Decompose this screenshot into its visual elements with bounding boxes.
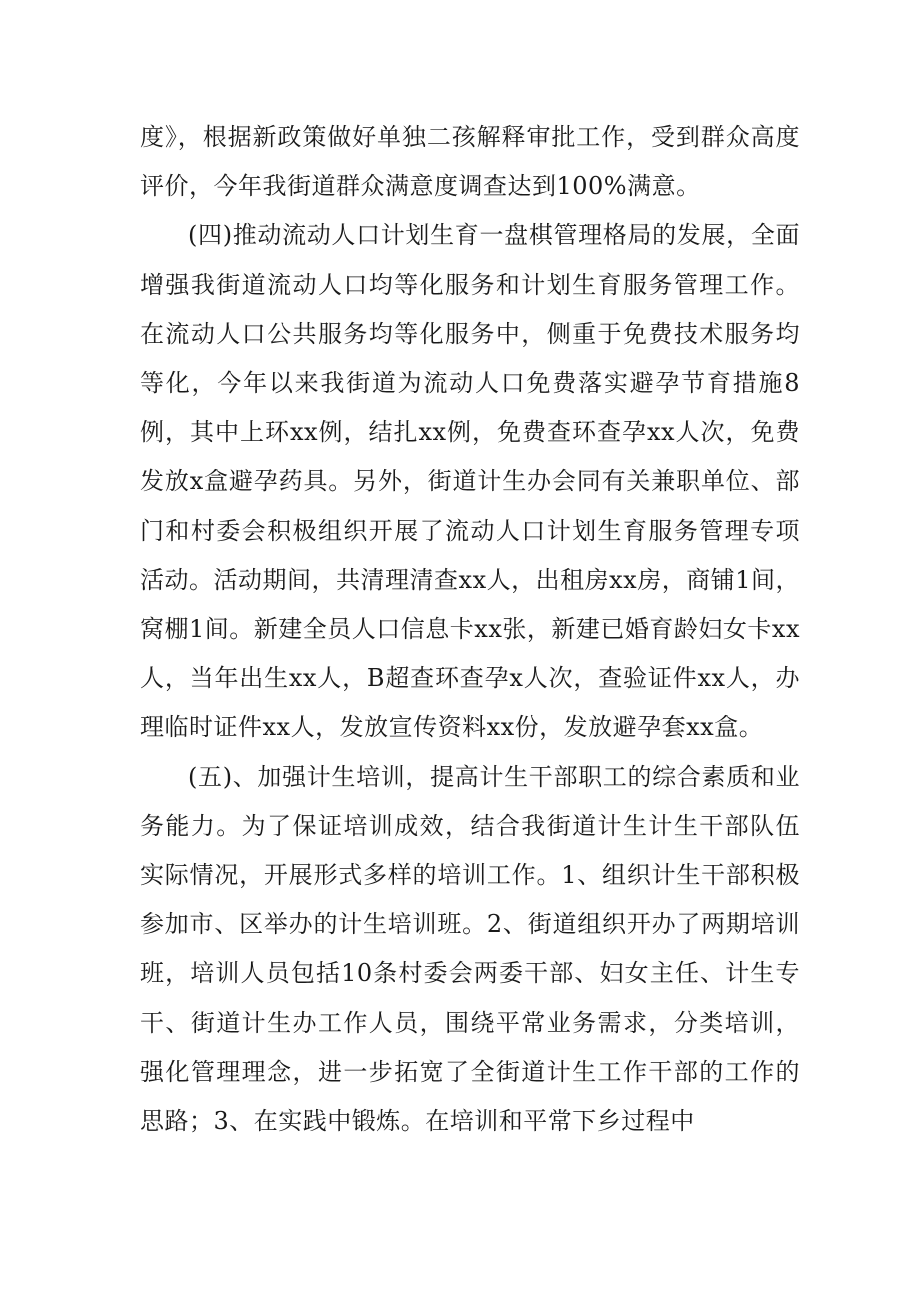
paragraph-section-five: (五)、加强计生培训，提高计生干部职工的综合素质和业务能力。为了保证培训成效，结合我街道计生计生干部队伍实际情况，开展形式多样的培训工作。1、组织计生干部积极参加市、区举办的计生培训班。2、街道组织开办了两期培训班，培训人员包括10条村委会两委干部、妇女主任、计生专干、街道计生办工作人员，围绕平常业务需求，分类培训，强化管理理念，进一步拓宽了全街道计生工作干部的工作的思路；3、在实践中锻炼。在培训和平常下乡过程中 [140,762,800,1136]
document-body [140,113,800,1146]
paragraph-continuation: 度》，根据新政策做好单独二孩解释审批工作，受到群众高度评价，今年我街道群众满意度调查达到100%满意。 [140,123,800,201]
paragraph-section-four: (四)推动流动人口计划生育一盘棋管理格局的发展，全面增强我街道流动人口均等化服务和计划生育服务管理工作。在流动人口公共服务均等化服务中，侧重于免费技术服务均等化，今年以来我街道为流动人口免费落实避孕节育措施8例，其中上环xx例，结扎xx例，免费查环查孕xx人次，免费发放x盒避孕药具。另外，街道计生办会同有关兼职单位、部门和村委会积极组织开展了流动人口计划生育服务管理专项活动。活动期间，共清理清查xx人，出租房xx房，商铺1间，窝棚1间。新建全员人口信息卡xx张，新建已婚育龄妇女卡xx人，当年出生xx人，B超查环查孕x人次，查验证件xx人，办理临时证件xx人，发放宣传资料xx份，发放避孕套xx盒。 [140,221,800,742]
